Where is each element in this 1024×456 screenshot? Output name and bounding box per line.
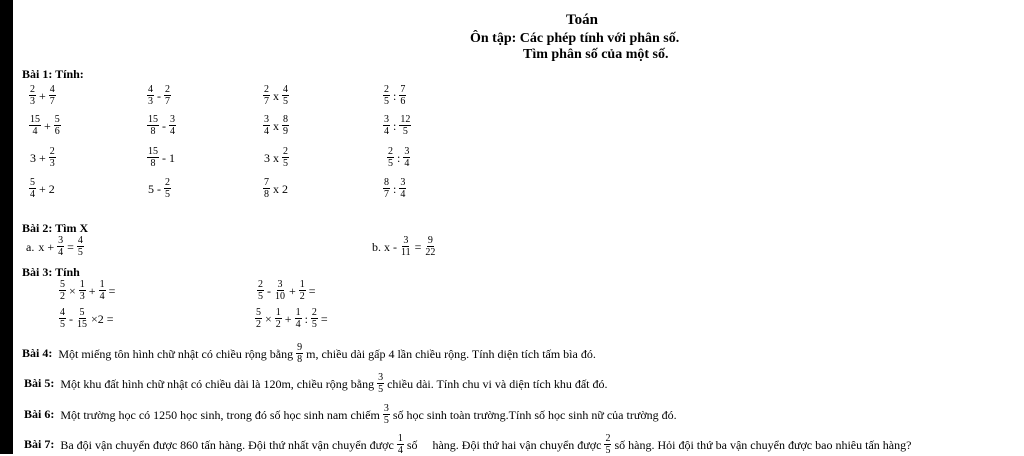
bai4-text	[56, 342, 598, 365]
expr-text: Một miếng tôn hình chữ nhật có chiều rộng bằng	[58, 346, 294, 361]
fraction	[377, 372, 384, 395]
fraction	[400, 235, 412, 258]
fraction	[604, 433, 611, 456]
expr-text: :	[397, 150, 401, 165]
fraction	[263, 84, 270, 107]
expr-text: - 1	[162, 150, 175, 165]
numerator: 3	[403, 235, 409, 246]
bai1-expr	[28, 84, 57, 107]
bai1-expr	[146, 84, 172, 107]
numerator: 3	[383, 403, 389, 414]
denominator: 2	[299, 291, 305, 302]
numerator: 1	[79, 279, 85, 290]
bai5-label: Bài 5:	[24, 376, 55, 390]
fraction	[383, 114, 390, 137]
bai7-text	[58, 433, 913, 456]
expr-text: b. x -	[372, 239, 397, 254]
bai3-expr-2	[256, 279, 318, 302]
fraction	[57, 235, 64, 258]
denominator: 5	[165, 189, 170, 200]
expr-text: ×2 =	[91, 311, 114, 326]
fraction	[263, 177, 270, 200]
expr-text: x	[273, 88, 279, 103]
bai3-expr-4	[254, 307, 330, 330]
numerator: 3	[58, 235, 64, 246]
denominator: 7	[384, 189, 389, 200]
denominator: 5	[383, 415, 389, 426]
bai2-part-a	[24, 235, 85, 258]
expr-text: =	[308, 283, 316, 298]
numerator: 7	[264, 177, 269, 188]
denominator: 8	[297, 354, 303, 365]
numerator: 2	[388, 146, 393, 157]
expr-text: :	[393, 181, 397, 196]
bai3-expr-1	[58, 279, 117, 302]
numerator: 3	[264, 114, 269, 125]
denominator: 4	[58, 247, 64, 258]
fraction	[424, 235, 436, 258]
numerator: 2	[165, 177, 170, 188]
numerator: 5	[60, 279, 65, 290]
expr-text: :	[393, 88, 397, 103]
expr-text: 3 +	[30, 150, 46, 165]
numerator: 3	[404, 146, 410, 157]
denominator: 5	[402, 126, 408, 137]
expr-text: số hàng. Hỏi đội thứ ba vận chuyển được bao nhiêu tấn hàng?	[614, 437, 912, 452]
fraction	[397, 433, 404, 456]
fraction	[387, 146, 394, 169]
numerator: 2	[49, 146, 55, 157]
numerator: 2	[605, 433, 611, 444]
numerator: 15	[30, 114, 40, 125]
expr-text: -	[157, 88, 161, 103]
fraction	[59, 279, 66, 302]
denominator: 5	[378, 384, 384, 395]
expr-text: x	[273, 118, 279, 133]
numerator: 4	[49, 84, 55, 95]
numerator: 3	[384, 114, 389, 125]
numerator: 1	[295, 307, 301, 318]
bai6-line	[24, 403, 679, 426]
numerator: 5	[30, 177, 35, 188]
fraction	[399, 114, 411, 137]
bai2-heading: Bài 2: Tìm X	[22, 221, 89, 235]
bai1-expr	[146, 114, 177, 137]
fraction	[164, 84, 171, 107]
expr-text: ×	[69, 283, 76, 298]
fraction	[403, 146, 410, 169]
denominator: 5	[60, 319, 65, 330]
denominator: 2	[60, 291, 65, 302]
expr-text: +	[289, 283, 296, 298]
denominator: 7	[264, 96, 269, 107]
denominator: 3	[79, 291, 85, 302]
numerator: 3	[277, 279, 283, 290]
fraction	[77, 235, 84, 258]
fraction	[29, 84, 36, 107]
numerator: 9	[427, 235, 433, 246]
fraction	[147, 114, 159, 137]
denominator: 6	[54, 126, 60, 137]
numerator: 15	[148, 114, 158, 125]
numerator: 5	[79, 307, 85, 318]
denominator: 4	[384, 126, 389, 137]
denominator: 22	[425, 247, 436, 258]
numerator: 12	[400, 114, 411, 125]
bai1-expr	[382, 114, 412, 137]
denominator: 5	[311, 319, 317, 330]
denominator: 8	[264, 189, 269, 200]
expr-text: x 2	[273, 181, 288, 196]
numerator: 7	[400, 84, 406, 95]
expr-text: x +	[38, 239, 55, 254]
denominator: 3	[49, 158, 55, 169]
numerator: 1	[99, 279, 105, 290]
fraction	[383, 403, 390, 426]
numerator: 3	[400, 177, 406, 188]
bai5-text	[58, 372, 609, 395]
fraction	[257, 279, 264, 302]
fraction	[54, 114, 61, 137]
denominator: 9	[283, 126, 288, 137]
numerator: 5	[54, 114, 60, 125]
denominator: 4	[170, 126, 175, 137]
bai2-part-b	[370, 235, 437, 258]
expr-text: +	[39, 88, 46, 103]
numerator: 2	[30, 84, 35, 95]
fraction	[49, 84, 56, 107]
fraction	[383, 84, 390, 107]
fraction	[49, 146, 56, 169]
expr-text: + 2	[39, 181, 55, 196]
fraction	[295, 307, 302, 330]
numerator: 8	[283, 114, 288, 125]
denominator: 8	[150, 158, 156, 169]
bai1-expr	[262, 84, 290, 107]
fraction	[299, 279, 306, 302]
fraction	[282, 84, 289, 107]
numerator: 2	[384, 84, 389, 95]
bai1-expr	[28, 114, 62, 137]
denominator: 4	[32, 126, 38, 137]
denominator: 6	[400, 96, 406, 107]
numerator: 1	[397, 433, 403, 444]
denominator: 10	[275, 291, 285, 302]
left-border-bar	[0, 0, 13, 454]
expr-text: -	[267, 283, 271, 298]
bai1-expr	[28, 146, 57, 169]
expr-text: =	[67, 239, 74, 254]
fraction	[282, 114, 289, 137]
fraction	[29, 177, 36, 200]
numerator: 2	[311, 307, 317, 318]
denominator: 4	[30, 189, 35, 200]
numerator: 15	[148, 146, 158, 157]
bai1-heading: Bài 1: Tính:	[22, 67, 84, 81]
fraction	[76, 307, 88, 330]
denominator: 8	[150, 126, 156, 137]
bai4-label: Bài 4:	[22, 346, 53, 360]
expr-text: +	[44, 118, 51, 133]
fraction	[274, 279, 286, 302]
expr-text: +	[284, 311, 292, 326]
numerator: 2	[283, 146, 288, 157]
numerator: 5	[256, 307, 261, 318]
bai1-expr	[28, 177, 57, 200]
bai1-expr	[382, 177, 407, 200]
bai3-expr-3	[58, 307, 116, 330]
denominator: 5	[388, 158, 393, 169]
fraction	[169, 114, 176, 137]
numerator: 2	[264, 84, 269, 95]
fraction	[59, 307, 66, 330]
expr-text: :	[304, 311, 308, 326]
denominator: 11	[401, 247, 411, 258]
bai1-expr	[146, 146, 177, 169]
fraction	[399, 84, 406, 107]
fraction	[282, 146, 289, 169]
expr-text: -	[69, 311, 73, 326]
numerator: 9	[297, 342, 303, 353]
denominator: 15	[77, 319, 87, 330]
denominator: 5	[283, 96, 288, 107]
fraction	[147, 84, 154, 107]
bai1-expr	[386, 146, 411, 169]
fraction	[255, 307, 262, 330]
bai3-heading: Bài 3: Tính	[22, 265, 80, 279]
expr-text: Ba đội vận chuyển được 860 tấn hàng. Đội thứ nhất vận chuyển được	[60, 437, 394, 452]
expr-text: số hàng. Đội thứ hai vận chuyển được	[406, 437, 602, 452]
denominator: 5	[605, 445, 611, 456]
denominator: 4	[264, 126, 269, 137]
expr-text: số học sinh toàn trường.Tính số học sinh nữ của trường đó.	[392, 407, 677, 422]
fraction	[296, 342, 303, 365]
expr-text: :	[393, 118, 397, 133]
bai7-label: Bài 7:	[24, 437, 55, 451]
fraction	[79, 279, 86, 302]
numerator: 2	[258, 279, 263, 290]
bai6-text	[58, 403, 678, 426]
expr-text: =	[108, 283, 116, 298]
numerator: 1	[299, 279, 305, 290]
fraction	[147, 146, 159, 169]
expr-text: Một trường học có 1250 học sinh, trong đó số học sinh nam chiếm	[60, 407, 380, 422]
bai4-line	[22, 342, 598, 365]
lesson-subtitle: Tìm phân số của một số.	[523, 47, 669, 62]
denominator: 4	[397, 445, 403, 456]
denominator: 5	[283, 158, 288, 169]
lesson-title: Ôn tập: Các phép tính với phân số.	[470, 31, 680, 46]
expr-text: Một khu đất hình chữ nhật có chiều dài là 120m, chiều rộng bằng	[60, 376, 375, 391]
bai6-label: Bài 6:	[24, 407, 55, 421]
subject-title: Toán	[566, 12, 598, 28]
numerator: 8	[384, 177, 389, 188]
denominator: 4	[400, 189, 406, 200]
denominator: 2	[256, 319, 261, 330]
expr-text: chiều dài. Tính chu vi và diện tích khu đất đó.	[387, 376, 608, 391]
fraction	[263, 114, 270, 137]
denominator: 5	[258, 291, 263, 302]
fraction	[99, 279, 106, 302]
numerator: 4	[148, 84, 153, 95]
bai1-expr	[146, 177, 172, 200]
numerator: 4	[60, 307, 65, 318]
denominator: 4	[404, 158, 410, 169]
expr-text: ×	[265, 311, 272, 326]
denominator: 7	[49, 96, 55, 107]
bai7-line	[24, 433, 913, 456]
bai1-expr	[262, 177, 290, 200]
numerator: 2	[165, 84, 170, 95]
fraction	[399, 177, 406, 200]
denominator: 5	[384, 96, 389, 107]
expr-text: -	[162, 118, 166, 133]
expr-text: 5 -	[148, 181, 161, 196]
bai1-expr	[262, 146, 290, 169]
bai1-expr	[382, 84, 407, 107]
expr-text: =	[414, 239, 422, 254]
numerator: 3	[378, 372, 384, 383]
denominator: 3	[148, 96, 153, 107]
numerator: 3	[170, 114, 175, 125]
bai5-line	[24, 372, 610, 395]
expr-text: 3 x	[264, 150, 279, 165]
fraction	[29, 114, 41, 137]
denominator: 2	[275, 319, 281, 330]
denominator: 4	[295, 319, 301, 330]
denominator: 7	[165, 96, 170, 107]
expr-text: =	[320, 311, 328, 326]
numerator: 4	[77, 235, 83, 246]
expr-text: +	[88, 283, 96, 298]
numerator: 4	[283, 84, 288, 95]
fraction	[383, 177, 390, 200]
fraction	[164, 177, 171, 200]
denominator: 3	[30, 96, 35, 107]
denominator: 5	[77, 247, 83, 258]
numerator: 1	[275, 307, 281, 318]
expr-text: m, chiều dài gấp 4 lần chiều rộng. Tính diện tích tấm bìa đó.	[306, 346, 596, 361]
fraction	[311, 307, 318, 330]
fraction	[275, 307, 282, 330]
bai1-expr	[262, 114, 290, 137]
denominator: 4	[99, 291, 105, 302]
expr-text: a.	[26, 239, 35, 254]
